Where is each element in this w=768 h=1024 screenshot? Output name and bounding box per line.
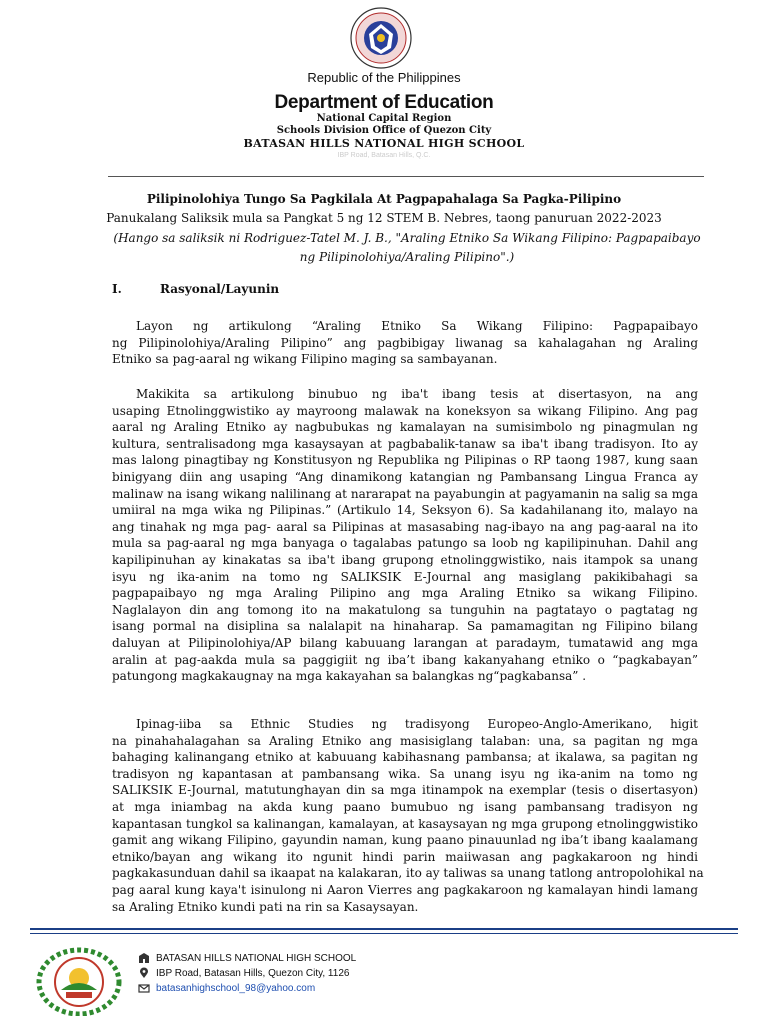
paragraph-line: daluyan at Pilipinolohiya/AP bilang kabuuang larangan at paradaym, tumatawid ang mga: [112, 635, 698, 650]
footer-address-line: [138, 967, 349, 979]
paragraph-line: pag aaral kung kaya't isinulong ni Aaron Vierres ang pagkakaroon ng kamalayan hindi lamang: [112, 882, 698, 897]
section-title: Rasyonal/Layunin: [160, 282, 280, 296]
paragraph-line: gamit ang wikang Filipino, gayundin naman, kung paano pinauunlad ng iba’t ibang kaalamang: [112, 833, 698, 848]
paragraph-line: tradisyon ng kapantasan at pambansang wika. Sa unang isyu ng ika-anim na tomo ng: [112, 766, 698, 781]
paragraph-line: kultura, sentralisadong mga kasaysayan at pagbabalik-tanaw sa iba't ibang tradisyon. Ito ay: [112, 436, 698, 451]
paragraph-line: pagpapaibayo ng mga Araling Pilipino ang mga Araling Etniko sa wikang Filipino.: [112, 586, 698, 601]
department-name: Department of Education: [274, 92, 494, 113]
paragraph-line: Ipinag-iiba sa Ethnic Studies ng tradisyong Europeo-Anglo-Amerikano, higit: [136, 717, 698, 731]
region-line: National Capital Region: [316, 113, 452, 124]
paragraph-line: kapilipinuhan ay kinakatas sa iba't ibang grupong etnolinggwistiko, nais itampok sa unang: [112, 552, 698, 567]
paragraph-line: sa Araling Etniko kundi pati na rin sa Kasaysayan.: [112, 899, 419, 914]
paragraph-line: na pinahahalagahan sa Araling Etniko ang masisiglang talaban: una, sa pagitan ng mga: [112, 733, 698, 748]
paragraph-line: Etniko sa pag-aaral ng wikang Filipino maging sa sambayanan.: [112, 352, 498, 367]
source-line: (Hango sa saliksik ni Rodriguez-Tatel M. J. B., "Araling Etniko Sa Wikang Filipino: Pagpapaibayo: [113, 231, 701, 245]
paragraph-line: mula sa pag-aaral ng mga banyaga o tagalabas patungo sa loob ng kapilipinuhan. Dahil ang: [112, 536, 698, 551]
location-pin-icon: [138, 967, 150, 979]
paragraph-line: aralin at pag-aakda mula sa paggigiit ng iba’t ibang kakanyahang etniko o “pagkabayan”: [112, 652, 698, 667]
paragraph-line: ang tinahak ng mga pag- aaral sa Pilipinas at masasabing nag-ibayo na ang pag-aaral na ito: [112, 519, 698, 534]
building-icon: [138, 952, 150, 964]
footer-school-name: BATASAN HILLS NATIONAL HIGH SCHOOL: [156, 952, 357, 964]
deped-seal-logo: [345, 6, 417, 70]
footer-address: IBP Road, Batasan Hills, Quezon City, 1126: [156, 967, 350, 979]
faint-address-line: IBP Road, Batasan Hills, Q.C.: [337, 152, 431, 159]
division-line: Schools Division Office of Quezon City: [276, 125, 492, 136]
school-name: BATASAN HILLS NATIONAL HIGH SCHOOL: [243, 137, 525, 150]
footer-rule: [30, 928, 738, 930]
email-icon: [138, 982, 150, 994]
paragraph-3: [112, 716, 704, 915]
paragraph-line: aaral ng Araling Etniko ay nagbubukas ng kamalayan na sumisimbolo ng pinagmulan ng: [112, 420, 698, 435]
paragraph-line: mas lalong pinagtibay ng Konstitusyon ng Republika ng Pilipinas o RP taong 1987, kung saan: [112, 453, 698, 468]
paragraph-line: Naglalayon din ang tomong ito na makatulong sa tunguhin na pagtatayo o pagtatag ng: [112, 602, 698, 617]
document-subtitle: Panukalang Saliksik mula sa Pangkat 5 ng 12 STEM B. Nebres, taong panuruan 2022-2023: [106, 211, 662, 225]
paragraph-line: isyu ng ika-anim na tomo ng SALIKSIK E-Journal ang masiglang pakikibahagi sa: [112, 569, 698, 584]
republic-line: Republic of the Philippines: [307, 70, 461, 85]
source-line: ng Pilipinolohiya/Araling Pilipino".): [299, 250, 515, 264]
paragraph-line: kapantasan tungkol sa kalinangan, kamalayan, at kasaysayan ng mga grupong etnolinggwistiko: [112, 816, 698, 831]
paragraph-line: binigyang diin ang usaping “Ang dinamikong katangian ng Pambansang Lingua Franca ay: [112, 469, 698, 484]
paragraph-line: ng Pilipinolohiya/Araling Pilipino” ang pagbibigay liwanag sa kahalagahan ng Araling: [112, 335, 698, 350]
paragraph-line: Layon ng artikulong “Araling Etniko Sa Wikang Filipino: Pagpapaibayo: [136, 319, 698, 333]
document-title: Pilipinolohiya Tungo Sa Pagkilala At Pagpapahalaga Sa Pagka-Pilipino: [146, 192, 622, 206]
section-heading: [112, 282, 279, 296]
paragraph-line: umiiral na mga wika ng Pilipinas.” (Artikulo 14, Seksyon 6). Sa kadahilanang ito, malayo na: [112, 503, 698, 518]
paragraph-line: SALIKSIK E-Journal, matutunghayan din sa mga itinampok na exemplar (tesis o disertasyon): [112, 783, 698, 798]
footer-email-link[interactable]: batasanhighschool_98@yahoo.com: [156, 982, 316, 994]
school-logo: [36, 946, 122, 1016]
paragraph-line: etniko/bayan ang wikang ito ngunit hindi parin maiiwasan ang pagkakaroon ng hindi: [112, 849, 698, 864]
paragraph-line: pagkakasunduan dahil sa ikaapat na kalakaran, ito ay taliwas sa unang tatlong antropolohikal na: [112, 866, 704, 881]
paragraph-line: Makikita sa artikulong binubuo ng iba't ibang tesis at disertasyon, na ang: [136, 387, 698, 401]
section-number: I.: [112, 282, 122, 296]
paragraph-line: usaping Etnolinggwistiko ay mayroong malawak na koneksyon sa wikang Filipino. Ang pag: [112, 403, 698, 418]
paragraph-1: [112, 318, 698, 368]
paragraph-2: [112, 386, 698, 685]
paragraph-line: malinaw na isang wikang nalilinang at nararapat na payabungin at pagyamanin na salig sa mga: [112, 486, 698, 501]
footer-email-line: [138, 982, 315, 994]
paragraph-line: bahaging kalinangang etniko at kabuuang kabihasnang pambansa; at ikalawa, sa pagitan ng: [112, 750, 698, 765]
footer-school-line: [138, 952, 356, 964]
paragraph-line: isang pormal na disiplina sa nalalapit na hinaharap. Sa pamamagitan ng Filipino bilang: [112, 619, 698, 634]
paragraph-line: at mga iniambag na akda kung paano bumubuo ng isang pambansang tradisyon ng: [112, 799, 698, 814]
paragraph-line: patungong magkakaugnay na mga kakayahan sa balangkas ng“pagkabansa” .: [112, 669, 587, 684]
footer-rule-thin: [30, 933, 738, 934]
header-rule: [108, 176, 704, 177]
source-citation: [110, 229, 704, 267]
